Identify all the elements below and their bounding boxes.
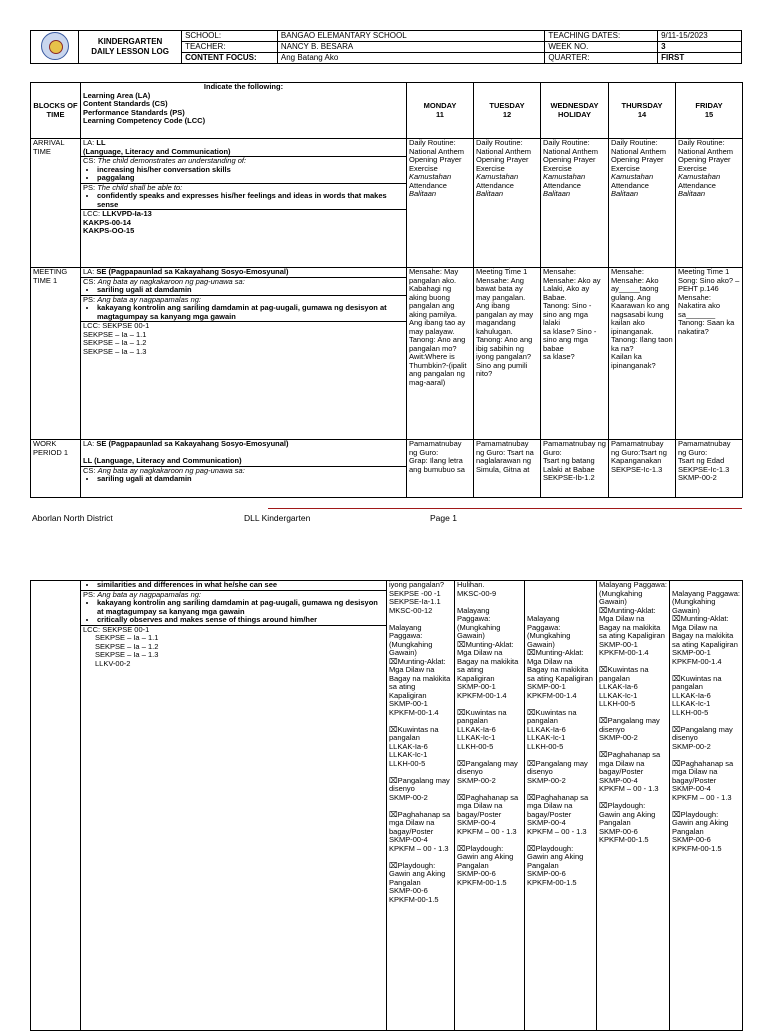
footer-page: Page 1 — [430, 513, 457, 523]
cont-friday: Malayang Paggawa: (Mungkahing Gawain) ⌧Munting-Aklat: Mga Dilaw na Bagay na makikita sa ating Kapaligiran SKMP-00-1 KPKFM-00-1.4 ⌧Kuwintas na pangalan LLKAK-Ia-6 LLKAK-Ic-1 LLKH-00-5 ⌧Pangalang may disenyo SKMP-00-2 ⌧Paghahanap sa mga Dilaw na bagay/Poster SKMP-00-4 KPKFM – 00 - 1.3 ⌧Playdough: Gawin ang Aking Pangalan SKMP-00-6 KPKFM-00-1.5 — [670, 581, 743, 1031]
work-standards — [81, 440, 407, 498]
meeting-standards — [81, 268, 407, 440]
quarter-label: QUARTER: — [545, 53, 658, 64]
blocks-header: BLOCKS OF TIME — [31, 83, 81, 139]
ps-legend: Performance Standards (PS) — [83, 107, 185, 117]
week-value: 3 — [658, 42, 742, 53]
cont-wednesday: Malayang Paggawa: (Mungkahing Gawain) ⌧Munting-Aklat: Mga Dilaw na Bagay na makikita sa ating Kapaligiran SKMP-00-1 KPKFM-00-1.4 ⌧Kuwintas na pangalan LLKAK-Ia-6 LLKAK-Ic-1 LLKH-00-5 ⌧Pangalang may disenyo SKMP-00-2 ⌧Paghahanap sa mga Dilaw na bagay/Poster SKMP-00-4 KPKFM – 00 - 1.3 ⌧Playdough: Gawin ang Aking Pangalan SKMP-00-6 KPKFM-00-1.5 — [525, 581, 597, 1031]
arrival-cs: CS: The child demonstrates an understanding of: • increasing his/her conversation skills • paggalang — [81, 157, 406, 184]
deped-seal-icon — [41, 32, 69, 60]
work-monday: Pamamatnubay ng Guro: Grap: Ilang letra ang bumubuo sa — [407, 440, 474, 498]
arrival-tuesday: Daily Routine: National Anthem Opening Prayer Exercise Kamustahan Attendance Balitaan — [474, 139, 541, 268]
content-value: Ang Batang Ako — [277, 53, 544, 64]
indicate-text: Indicate the following: — [203, 82, 284, 91]
meeting-friday: Meeting Time 1 Song: Sino ako? –PEHT p.146 Mensahe: Nakatira ako sa_______ Tanong: Saan ka nakatira? — [676, 268, 743, 440]
arrival-friday: Daily Routine: National Anthem Opening Prayer Exercise Kamustahan Attendance Balitaan — [676, 139, 743, 268]
day-header-tuesday: TUESDAY 12 — [474, 83, 541, 139]
cs-legend: Content Standards (CS) — [83, 99, 168, 108]
page-2 — [0, 560, 768, 1024]
meeting-thursday: Mensahe: Mensahe: Ako ay_____taong gulang. Ang Kaarawan ko ang nagsasabi kung kailan ako ipinanganak. Tanong: Ilang taon ka na? Kailan ka ipinanganak? — [609, 268, 676, 440]
teacher-label: TEACHER: — [182, 42, 278, 53]
dates-value: 9/11-15/2023 — [658, 31, 742, 42]
content-label: CONTENT FOCUS: — [182, 53, 278, 64]
school-label: SCHOOL: — [182, 31, 278, 42]
school-value: BANGAO ELEMANTARY SCHOOL — [277, 31, 544, 42]
arrival-thursday: Daily Routine: National Anthem Opening Prayer Exercise Kamustahan Attendance Balitaan — [609, 139, 676, 268]
work-friday: Pamamatnubay ng Guro: Tsart ng Edad SEKPSE-Ic-1.3 SKMP-00-2 — [676, 440, 743, 498]
cont-lcc: LCC: SEKPSE 00-1 SEKPSE – Ia – 1.1 SEKPSE – Ia – 1.2 SEKPSE – Ia – 1.3 LLKV-00-2 — [83, 624, 159, 668]
cont-thursday: Malayang Paggawa: (Mungkahing Gawain) ⌧Munting-Aklat: Mga Dilaw na Bagay na makikita sa ating Kapaligiran SKMP-00-1 KPKFM-00-1.4 ⌧Kuwintas na pangalan LLKAK-Ia-6 LLKAK-Ic-1 LLKH-00-5 ⌧Pangalang may disenyo SKMP-00-2 ⌧Paghahanap sa mga Dilaw na bagay/Poster SKMP-00-4 KPKFM – 00 - 1.3 ⌧Playdough: Gawin ang Aking Pangalan SKMP-00-6 KPKFM-00-1.5 — [597, 581, 670, 1031]
meeting-wednesday: Mensahe: Mensahe: Ako ay Lalaki, Ako ay Babae. Tanong: Sino - sino ang mga lalaki sa klase? Sino - sino ang mga babae sa klase? — [541, 268, 609, 440]
footer-district: Aborlan North District — [32, 513, 113, 523]
meeting-tuesday: Meeting Time 1 Mensahe: Ang bawat bata ay may pangalan. Ang ibang pangalan ay may magandang kahulugan. Tanong: Ano ang ibig sabihin ng iyong pangalan? Sino ang pumili nito? — [474, 268, 541, 440]
cont-ps: PS: Ang bata ay nagpapamalas ng: • kakayang kontrolin ang sariling damdamin at pag-uugali, gumawa ng desisyon at magtagumpay sa kanyang mga gawain • critically observes and makes sense of things around him/her — [81, 591, 386, 626]
header-table — [30, 30, 742, 64]
deped-seal-cell — [31, 31, 79, 64]
block-continued — [31, 581, 81, 1031]
dates-label: TEACHING DATES: — [545, 31, 658, 42]
cont-cs: • similarities and differences in what he/she can see — [81, 581, 386, 591]
cont-monday: iyong pangalan? SEKPSE -00 -1 SEKPSE-Ia-1.1 MKSC-00-12 Malayang Paggawa: (Mungkahing Gawain) ⌧Munting-Aklat: Mga Dilaw na Bagay na makikita sa ating Kapaligiran SKMP-00-1 KPKFM-00-1.4 ⌧Kuwintas na pangalan LLKAK-Ia-6 LLKAK-Ic-1 LLKH-00-5 ⌧Pangalang may disenyo SKMP-00-2 ⌧Paghahanap sa mga Dilaw na bagay/Poster SKMP-00-4 KPKFM – 00 - 1.3 ⌧Playdough: Gawin ang Aking Pangalan SKMP-00-6 KPKFM-00-1.5 — [387, 581, 455, 1031]
day-header-friday: FRIDAY 15 — [676, 83, 743, 139]
work-wednesday: Pamamatnubay ng Guro: Tsart ng batang Lalaki at Babae SEKPSE-Ib-1.2 — [541, 440, 609, 498]
lcc-legend: Learning Competency Code (LCC) — [83, 116, 206, 125]
week-label: WEEK NO. — [545, 42, 658, 53]
lesson-table-continued — [30, 580, 743, 1031]
arrival-la: LA: LL (Language, Literacy and Communication) — [81, 139, 406, 157]
meeting-cs: CS: Ang bata ay nagkakaroon ng pag-unawa sa: • sariling ugali at damdamin — [81, 278, 406, 296]
meeting-monday: Mensahe: May pangalan ako. Kabahagi ng aking buong pangalan ang aking pamilya. Ang ibang tao ay may palayaw. Tanong: Ano ang pangalan mo? Awit:Where is Thumbkin?-(ipalit ang pangalan ng mag-aaral) — [407, 268, 474, 440]
log-title: KINDERGARTEN DAILY LESSON LOG — [79, 31, 182, 64]
work-la: LA: SE (Pagpapaunlad sa Kakayahang Sosyo-Emosyunal) LL (Language, Literacy and Communication) — [81, 440, 406, 467]
indicate-header — [81, 83, 407, 139]
page-gap — [0, 540, 768, 560]
footer-doc: DLL Kindergarten — [244, 513, 311, 523]
work-thursday: Pamamatnubay ng Guro:Tsart ng Kapanganakan SEKPSE-Ic-1.3 — [609, 440, 676, 498]
lesson-table — [30, 82, 743, 498]
la-legend: Learning Area (LA) — [83, 90, 151, 100]
arrival-wednesday: Daily Routine: National Anthem Opening Prayer Exercise Kamustahan Attendance Balitaan — [541, 139, 609, 268]
continued-standards — [81, 581, 387, 1031]
arrival-standards — [81, 139, 407, 268]
day-header-thursday: THURSDAY 14 — [609, 83, 676, 139]
arrival-lcc: LCC: LLKVPD-Ia-13 KAKPS-00-14 KAKPS-OO-15 — [83, 209, 152, 235]
block-meeting: MEETING TIME 1 — [31, 268, 81, 440]
arrival-ps: PS: The child shall be able to: • confidently speaks and expresses his/her feelings and ideas in words that makes sense — [81, 184, 406, 211]
block-work: WORK PERIOD 1 — [31, 440, 81, 498]
work-tuesday: Pamamatnubay ng Guro: Tsart na naglalarawan ng Simula, Gitna at — [474, 440, 541, 498]
footer-rule — [268, 508, 742, 509]
meeting-lcc: LCC: SEKPSE 00-1 SEKPSE – Ia – 1.1 SEKPSE – Ia – 1.2 SEKPSE – Ia – 1.3 — [83, 321, 150, 356]
quarter-value: FIRST — [658, 53, 742, 64]
meeting-ps: PS: Ang bata ay nagpapamalas ng: • kakayang kontrolin ang sariling damdamin at pag-uugali, gumawa ng desisyon at magtagumpay sa kanyang mga gawain — [81, 296, 406, 323]
day-header-monday: MONDAY 11 — [407, 83, 474, 139]
block-arrival: ARRIVAL TIME — [31, 139, 81, 268]
arrival-monday: Daily Routine: National Anthem Opening Prayer Exercise Kamustahan Attendance Balitaan — [407, 139, 474, 268]
cont-tuesday: Hulihan. MKSC-00-9 Malayang Paggawa: (Mungkahing Gawain) ⌧Munting-Aklat: Mga Dilaw na Bagay na makikita sa ating Kapaligiran SKMP-00-1 KPKFM-00-1.4 ⌧Kuwintas na pangalan LLKAK-Ia-6 LLKAK-Ic-1 LLKH-00-5 ⌧Pangalang may disenyo SKMP-00-2 ⌧Paghahanap sa mga Dilaw na bagay/Poster SKMP-00-4 KPKFM – 00 - 1.3 ⌧Playdough: Gawin ang Aking Pangalan SKMP-00-6 KPKFM-00-1.5 — [455, 581, 525, 1031]
day-header-wednesday: WEDNESDAY HOLIDAY — [541, 83, 609, 139]
work-cs: CS: Ang bata ay nagkakaroon ng pag-unawa sa: • sariling ugali at damdamin — [81, 467, 406, 484]
teacher-value: NANCY B. BESARA — [277, 42, 544, 53]
meeting-la: LA: SE (Pagpapaunlad sa Kakayahang Sosyo-Emosyunal) — [81, 268, 406, 278]
